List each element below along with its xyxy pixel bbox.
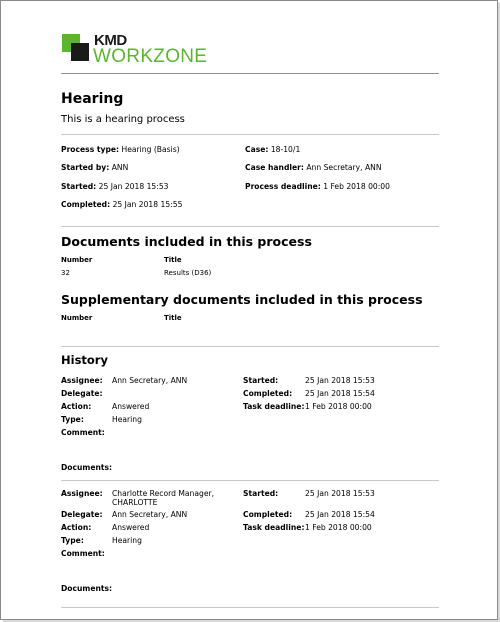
started-by-value: ANN — [111, 163, 129, 172]
entry2-assignee-label: Assignee: — [61, 489, 103, 498]
process-type-label: Process type: — [61, 145, 120, 154]
summary-divider-top — [61, 134, 439, 135]
documents-col-number: Number — [61, 256, 93, 264]
entry1-delegate-label: Delegate: — [61, 389, 103, 398]
case-handler-label: Case handler: — [245, 163, 304, 172]
logo-kmd-text: KMD — [94, 32, 127, 49]
process-deadline-value: 1 Feb 2018 00:00 — [323, 182, 390, 191]
history-divider-top — [61, 346, 439, 347]
kmd-workzone-logo — [62, 32, 212, 66]
entry1-task-deadline-label: Task deadline: — [243, 402, 305, 411]
entry2-delegate-label: Delegate: — [61, 510, 103, 519]
entry2-completed-label: Completed: — [243, 510, 293, 519]
entry2-documents-label: Documents: — [61, 584, 113, 593]
entry2-assignee-line1: Charlotte Record Manager, — [112, 489, 215, 498]
page-title: Hearing — [61, 91, 124, 107]
history-heading: History — [61, 353, 108, 367]
entry2-action-label: Action: — [61, 523, 92, 532]
started-value: 25 Jan 2018 15:53 — [98, 182, 169, 191]
summary-divider-bottom — [61, 226, 439, 227]
process-type-value: Hearing (Basis) — [121, 145, 180, 154]
completed-value: 25 Jan 2018 15:55 — [112, 200, 183, 209]
entry2-assignee-line2: CHARLOTTE — [112, 498, 158, 507]
entry2-started-label: Started: — [243, 489, 279, 498]
document-number: 32 — [61, 269, 70, 277]
entry2-type-value: Hearing — [112, 536, 142, 545]
case-value: 18-10/1 — [270, 145, 301, 154]
entry1-action-value: Answered — [112, 402, 150, 411]
entry2-task-deadline-label: Task deadline: — [243, 523, 305, 532]
entry1-assignee-value: Ann Secretary, ANN — [112, 376, 188, 385]
entry2-task-deadline-value: 1 Feb 2018 00:00 — [305, 523, 372, 532]
entry1-started-label: Started: — [243, 376, 279, 385]
page-subtitle: This is a hearing process — [61, 114, 185, 125]
documents-heading: Documents included in this process — [61, 234, 312, 249]
logo-workzone-text: WORKZONE — [93, 46, 208, 67]
started-by-label: Started by: — [61, 163, 110, 172]
process-deadline-field — [245, 182, 390, 191]
case-label: Case: — [245, 145, 269, 154]
started-label: Started: — [61, 182, 97, 191]
entry2-type-label: Type: — [61, 536, 84, 545]
entry1-documents-label: Documents: — [61, 463, 113, 472]
case-handler-field — [245, 163, 382, 172]
completed-field — [61, 200, 182, 209]
entry2-comment-label: Comment: — [61, 549, 105, 558]
case-field — [245, 145, 300, 154]
entry1-type-label: Type: — [61, 415, 84, 424]
supplementary-col-number: Number — [61, 314, 93, 322]
completed-label: Completed: — [61, 200, 111, 209]
case-handler-value: Ann Secretary, ANN — [306, 163, 382, 172]
supplementary-heading: Supplementary documents included in this process — [61, 292, 423, 307]
document-title-link[interactable]: Results (D36) — [164, 269, 212, 277]
history-divider-bottom — [61, 607, 439, 608]
process-type-field — [61, 145, 180, 154]
documents-col-title: Title — [164, 256, 182, 264]
header-divider — [61, 73, 439, 74]
entry1-started-value: 25 Jan 2018 15:53 — [305, 376, 375, 385]
supplementary-col-title: Title — [164, 314, 182, 322]
entry1-completed-label: Completed: — [243, 389, 293, 398]
entry1-assignee-label: Assignee: — [61, 376, 103, 385]
logo-dark-square — [71, 43, 89, 61]
entry2-started-value: 25 Jan 2018 15:53 — [305, 489, 375, 498]
entry2-completed-value: 25 Jan 2018 15:54 — [305, 510, 375, 519]
entry2-action-value: Answered — [112, 523, 150, 532]
entry2-delegate-value: Ann Secretary, ANN — [112, 510, 188, 519]
entry1-task-deadline-value: 1 Feb 2018 00:00 — [305, 402, 372, 411]
started-field — [61, 182, 168, 191]
started-by-field — [61, 163, 128, 172]
history-entry-divider — [61, 480, 439, 481]
entry1-type-value: Hearing — [112, 415, 142, 424]
entry1-action-label: Action: — [61, 402, 92, 411]
entry1-completed-value: 25 Jan 2018 15:54 — [305, 389, 375, 398]
process-deadline-label: Process deadline: — [245, 182, 321, 191]
entry1-comment-label: Comment: — [61, 428, 105, 437]
